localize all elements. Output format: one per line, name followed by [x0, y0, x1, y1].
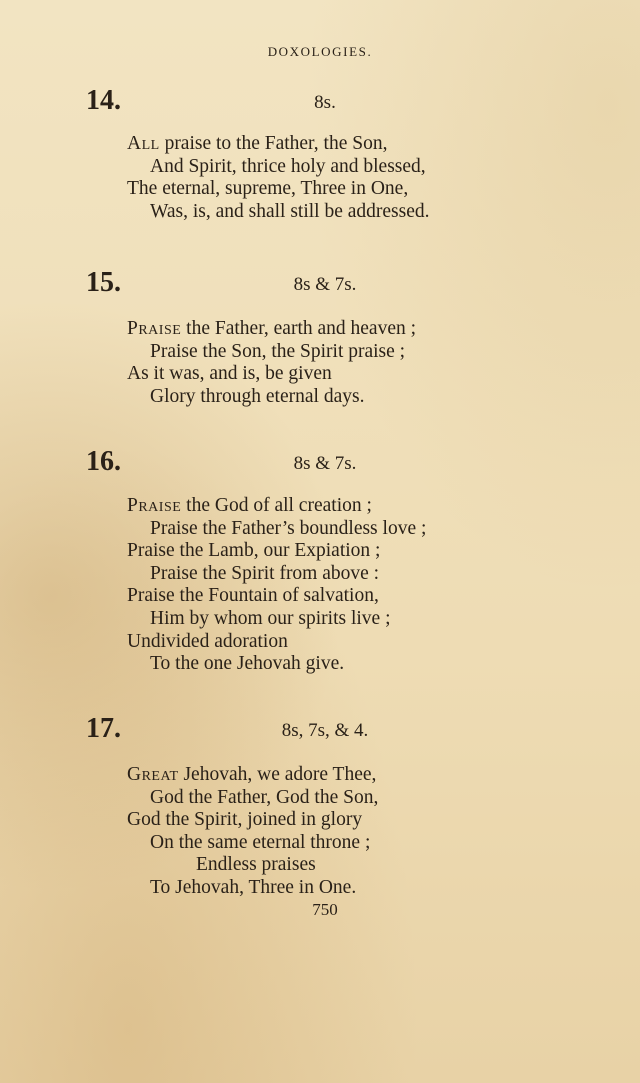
- verse-line: [0, 133, 640, 156]
- first-word: All: [127, 133, 160, 154]
- line-text: Jehovah, we adore Thee,: [178, 764, 377, 785]
- verse-line: [0, 495, 640, 518]
- verse-line: [0, 764, 640, 787]
- verse-line: [0, 363, 640, 386]
- verse-line: [0, 787, 640, 810]
- verse-line: [0, 585, 640, 608]
- verse-line: [0, 563, 640, 586]
- hymn-number: 14.: [86, 85, 121, 116]
- hymn-meter: 8s, 7s, & 4.: [281, 720, 369, 741]
- line-text: To Jehovah, Three in One.: [150, 876, 357, 898]
- page-number: 750: [312, 900, 338, 919]
- verse-line: [0, 201, 640, 224]
- line-text: Glory through eternal days.: [150, 385, 365, 407]
- first-word: Great: [127, 764, 179, 785]
- line-text: Him by whom our spirits live ;: [150, 607, 391, 629]
- hymn-verse: [0, 133, 640, 223]
- hymn-meter: 8s & 7s.: [293, 453, 357, 474]
- line-text: Praise the Son, the Spirit praise ;: [150, 340, 406, 362]
- verse-line: [0, 877, 640, 900]
- line-text: On the same eternal throne ;: [150, 831, 371, 853]
- verse-line: [0, 518, 640, 541]
- line-text: The eternal, supreme, Three in One,: [127, 178, 409, 200]
- hymn-number: 17.: [86, 713, 121, 744]
- verse-line: [0, 809, 640, 832]
- running-head: DOXOLOGIES.: [267, 44, 373, 59]
- hymn-meter: 8s.: [314, 92, 336, 113]
- line-text: Praise the Father’s boundless love ;: [150, 517, 427, 539]
- hymn-number: 15.: [86, 267, 121, 298]
- line-text: Praise the Fountain of salvation,: [127, 585, 379, 607]
- verse-line: [0, 318, 640, 341]
- verse-line: [0, 631, 640, 654]
- verse-line: [0, 386, 640, 409]
- line-text: the God of all creation ;: [181, 495, 372, 516]
- verse-line: [0, 608, 640, 631]
- verse-line: [0, 540, 640, 563]
- line-text: praise to the Father, the Son,: [159, 133, 388, 154]
- line-text: God the Father, God the Son,: [150, 786, 379, 808]
- hymn-verse: [0, 764, 640, 900]
- verse-line: [0, 832, 640, 855]
- line-text: God the Spirit, joined in glory: [127, 809, 363, 831]
- line-text: Praise the Spirit from above :: [150, 562, 380, 584]
- verse-line: [0, 156, 640, 179]
- verse-line: [0, 178, 640, 201]
- line-text: As it was, and is, be given: [127, 363, 332, 385]
- verse-line: [0, 341, 640, 364]
- line-text: Undivided adoration: [127, 630, 288, 652]
- first-word: Praise: [127, 318, 182, 339]
- line-text: To the one Jehovah give.: [150, 653, 345, 675]
- hymn-verse: [0, 318, 640, 408]
- hymn-meter: 8s & 7s.: [293, 274, 357, 295]
- hymn-number: 16.: [86, 446, 121, 477]
- first-word: Praise: [127, 495, 182, 516]
- line-text: And Spirit, thrice holy and blessed,: [150, 155, 426, 177]
- line-text: Was, is, and shall still be addressed.: [150, 200, 430, 222]
- line-text: the Father, earth and heaven ;: [181, 318, 417, 339]
- line-text: Endless praises: [196, 854, 316, 876]
- verse-line: [0, 854, 640, 877]
- hymn-verse: [0, 495, 640, 676]
- line-text: Praise the Lamb, our Expiation ;: [127, 540, 381, 562]
- verse-line: [0, 653, 640, 676]
